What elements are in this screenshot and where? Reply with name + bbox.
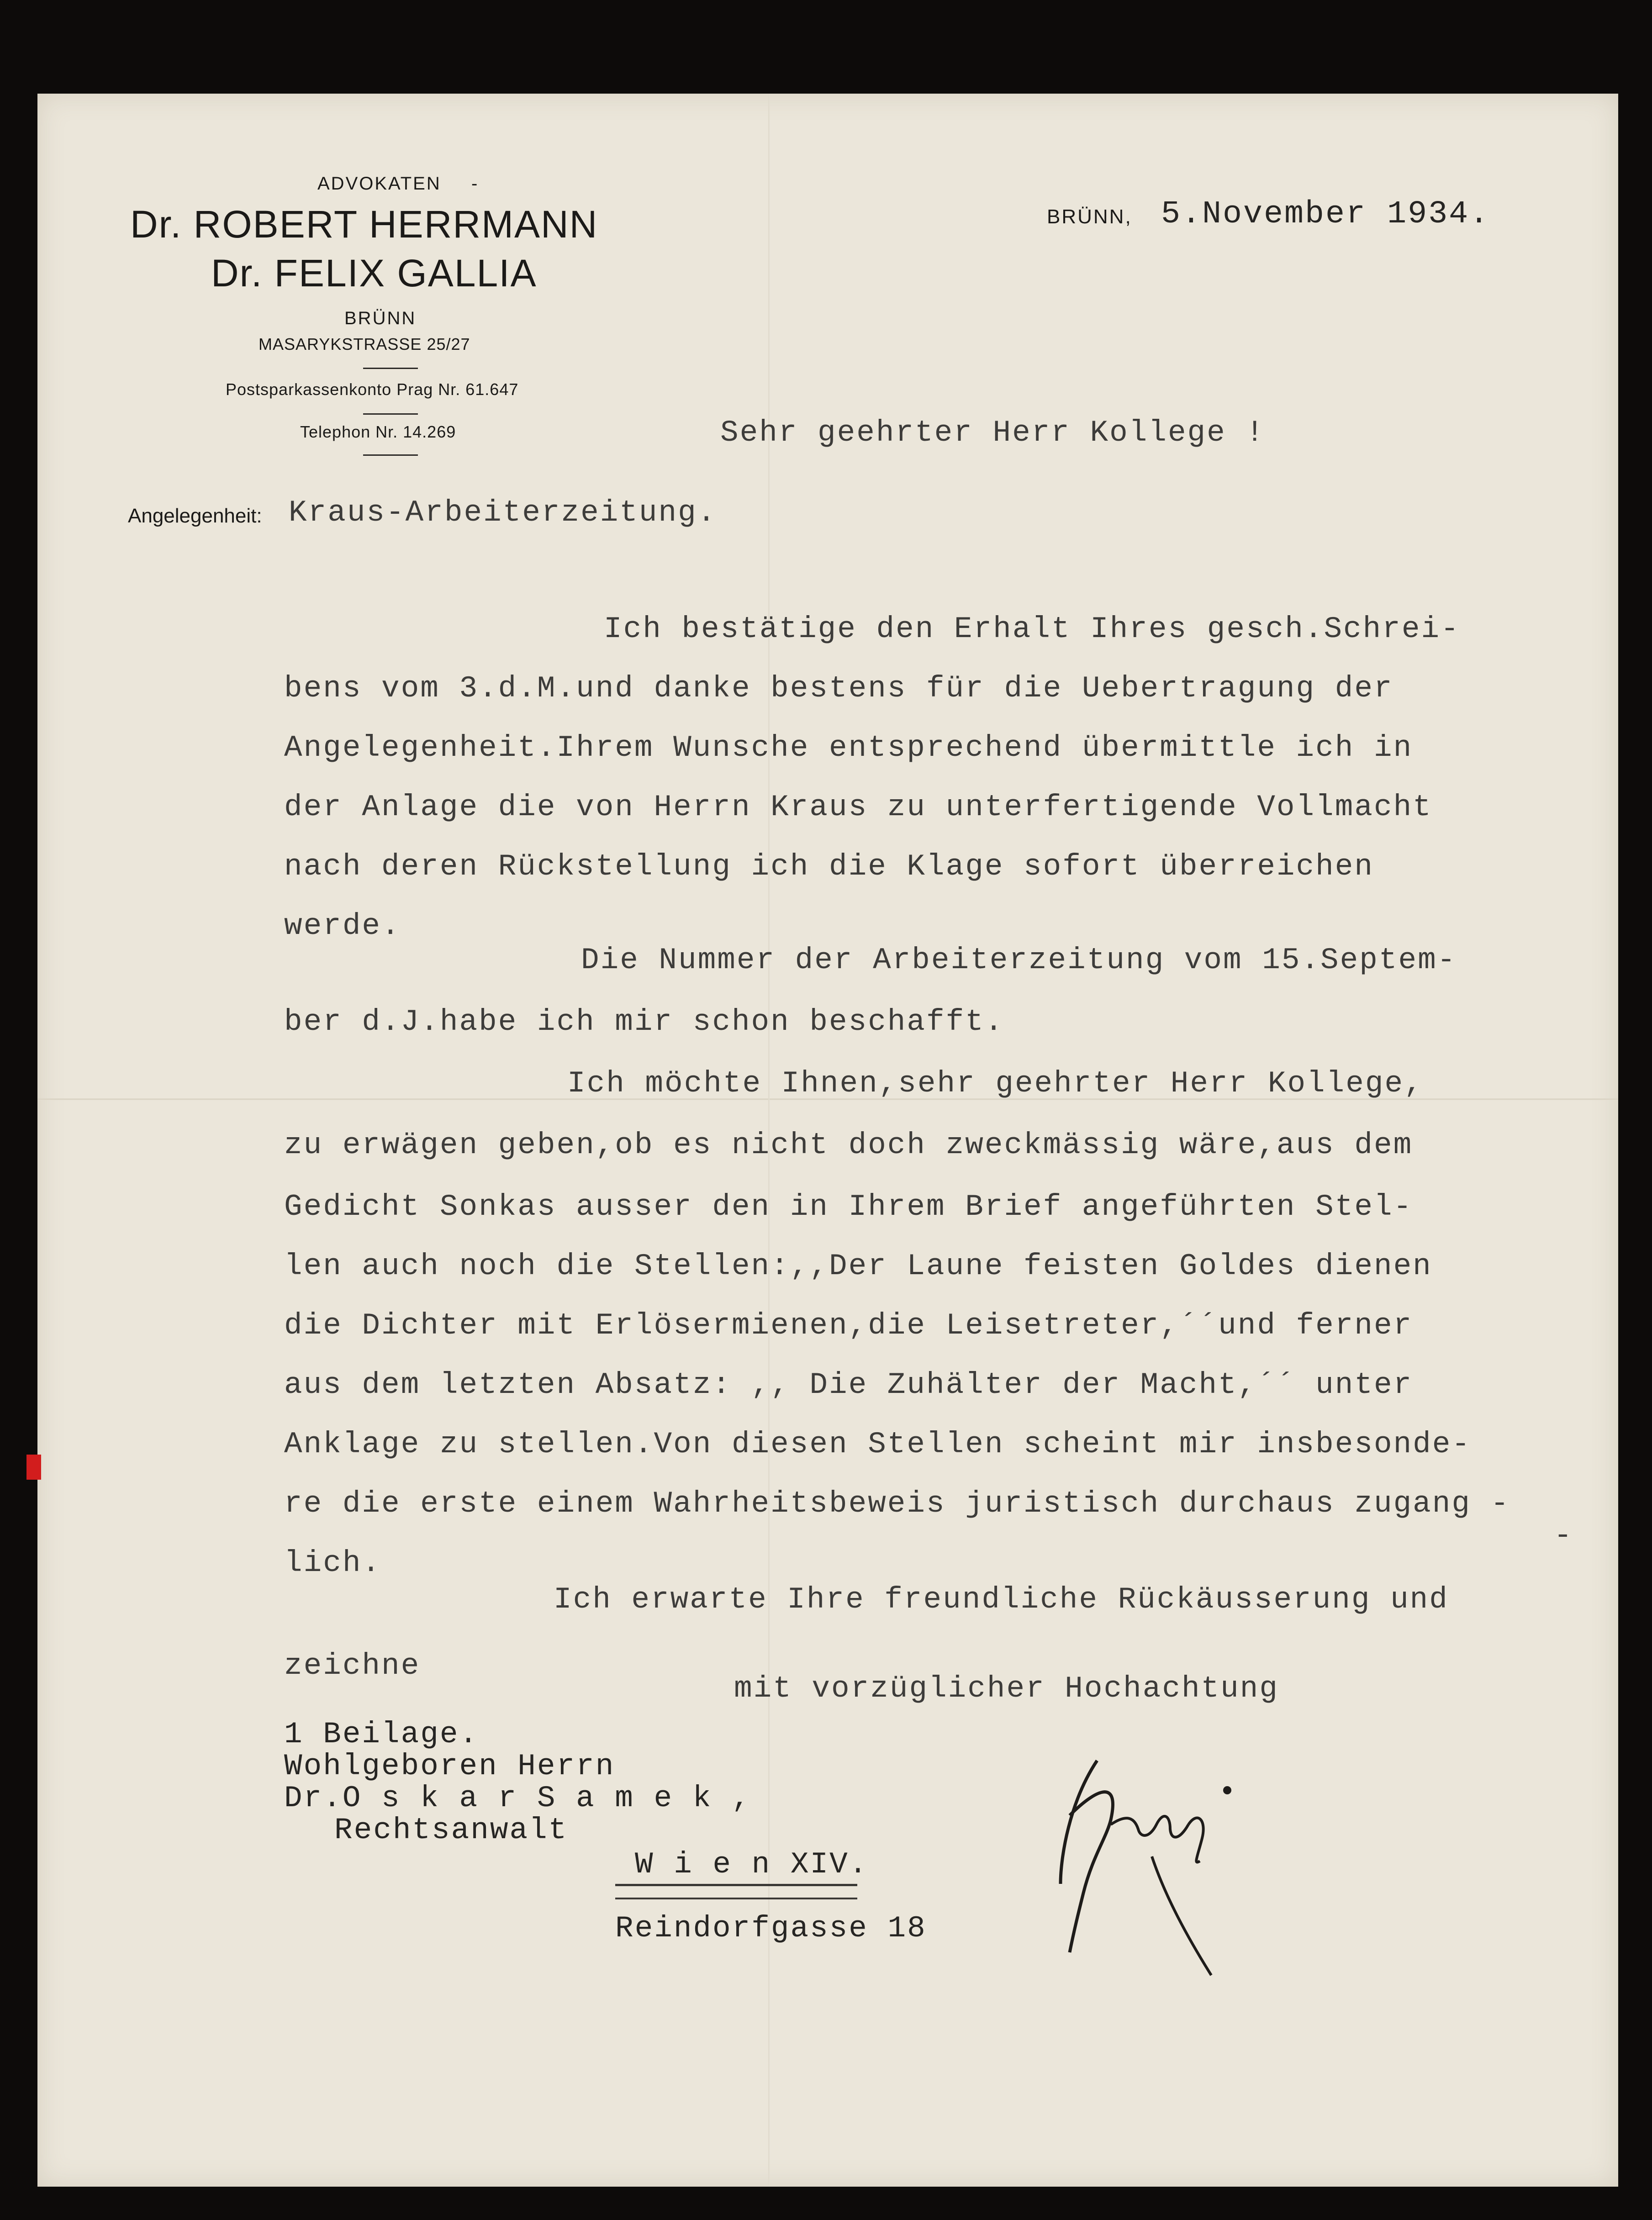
body-line: Ich bestätige den Erhalt Ihres gesch.Schrei-: [604, 612, 1460, 646]
body-line: Angelegenheit.Ihrem Wunsche entsprechend übermittle ich in: [284, 731, 1413, 765]
letterhead-rule-2: [363, 413, 418, 415]
letterhead-rule-3: [363, 454, 418, 456]
body-line: ber d.J.habe ich mir schon beschafft.: [284, 1005, 1004, 1039]
recipient-underline-2: [615, 1898, 857, 1899]
hyphen-mark: -: [1554, 1519, 1573, 1553]
recipient-line-4: W i e n XIV.: [635, 1847, 869, 1882]
letterhead-rule-1: [363, 368, 418, 369]
body-line: zeichne: [284, 1649, 421, 1683]
body-line: nach deren Rückstellung ich die Klage sofort überreichen: [284, 849, 1374, 884]
letter-sheet: [37, 94, 1618, 2187]
letterhead-telephone: Telephon Nr. 14.269: [300, 422, 456, 441]
body-line: werde.: [284, 909, 401, 943]
recipient-line-1: Wohlgeboren Herrn: [284, 1749, 615, 1783]
dateline-place: BRÜNN,: [1047, 206, 1132, 228]
letterhead-profession: ADVOKATEN: [317, 174, 441, 194]
body-line: bens vom 3.d.M.und danke bestens für die Uebertragung der: [284, 671, 1393, 706]
letterhead-city: BRÜNN: [344, 308, 417, 328]
body-line: Ich möchte Ihnen,sehr geehrter Herr Kollege,: [567, 1066, 1424, 1101]
body-line: der Anlage die von Herrn Kraus zu unterfertigende Vollmacht: [284, 790, 1432, 824]
body-line: re die erste einem Wahrheitsbeweis juristisch durchaus zugang -: [284, 1487, 1510, 1521]
subject-label: Angelegenheit:: [128, 505, 262, 527]
recipient-line-5: Reindorfgasse 18: [615, 1911, 927, 1946]
body-line: lich.: [284, 1546, 382, 1580]
recipient-underline: [615, 1884, 857, 1886]
body-line: zu erwägen geben,ob es nicht doch zweckmässig wäre,aus dem: [284, 1128, 1413, 1162]
body-line: aus dem letzten Absatz: ,, Die Zuhälter der Macht,´´ unter: [284, 1368, 1413, 1402]
subject-value: Kraus-Arbeiterzeitung.: [289, 496, 717, 530]
dateline-date: 5.November 1934.: [1161, 196, 1490, 232]
recipient-line-2: Dr.O s k a r S a m e k ,: [284, 1781, 751, 1815]
letterhead-lawyer-2: Dr. FELIX GALLIA: [211, 252, 537, 295]
letterhead-lawyer-1: Dr. ROBERT HERRMANN: [130, 203, 598, 246]
salutation: Sehr geehrter Herr Kollege !: [720, 416, 1265, 450]
recipient-line-3: Rechtsanwalt: [334, 1813, 568, 1847]
body-line: Anklage zu stellen.Von diesen Stellen scheint mir insbesonde-: [284, 1427, 1471, 1461]
letterhead-postal-account: Postsparkassenkonto Prag Nr. 61.647: [226, 380, 519, 399]
enclosure: 1 Beilage.: [284, 1717, 479, 1751]
dash-mark: -: [471, 174, 479, 194]
body-line: Ich erwarte Ihre freundliche Rückäusserung und: [554, 1582, 1449, 1617]
signature: [1042, 1747, 1271, 1984]
body-line: Gedicht Sonkas ausser den in Ihrem Brief angeführten Stel-: [284, 1190, 1413, 1224]
closing: mit vorzüglicher Hochachtung: [734, 1672, 1279, 1706]
body-line: len auch noch die Stellen:,,Der Laune feisten Goldes dienen: [284, 1249, 1432, 1283]
letterhead-street: MASARYKSTRASSE 25/27: [259, 335, 470, 353]
red-tab-marker: [26, 1455, 41, 1480]
body-line: die Dichter mit Erlösermienen,die Leisetreter,´´und ferner: [284, 1308, 1413, 1343]
body-line: Die Nummer der Arbeiterzeitung vom 15.Septem-: [581, 943, 1457, 977]
